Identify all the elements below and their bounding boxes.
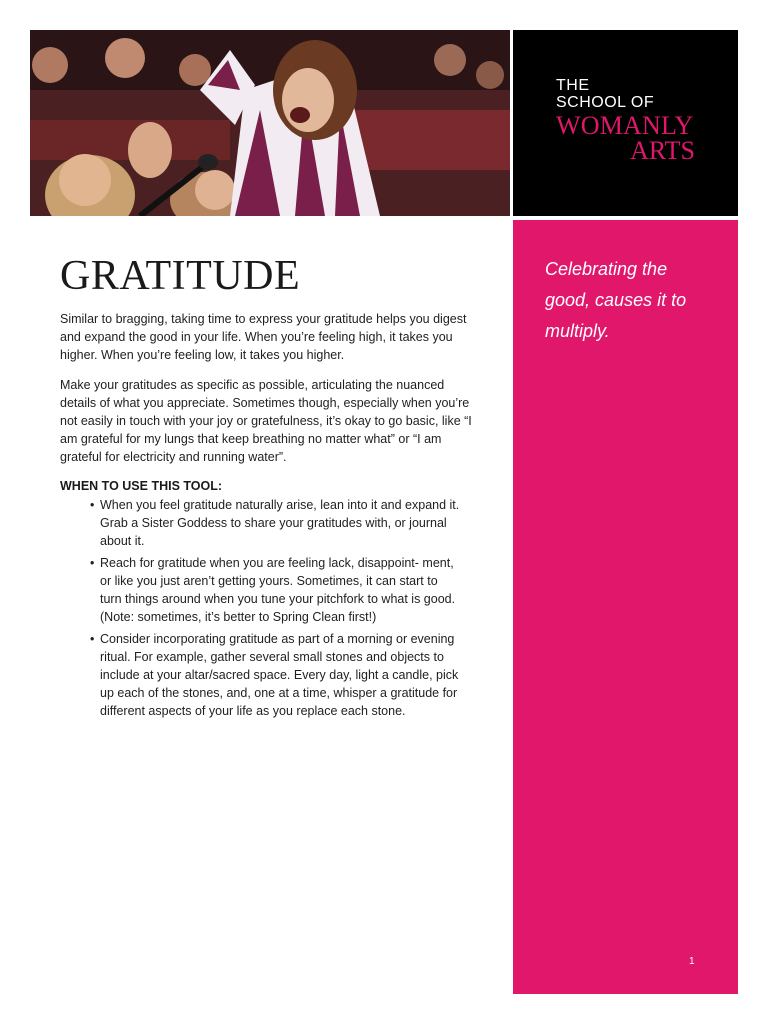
specificity-paragraph: Make your gratitudes as specific as possible, articulating the nuanced details of what you appreciate. Sometimes though, especially when you’re not easily in touch with your joy or gratefulness, it’s okay to go basic, like “I am grateful for my lungs that keep breathing no matter what” or “I am grateful for electricity and running water”. <box>60 378 472 464</box>
bullet-icon: • <box>90 632 95 646</box>
page-number: 1 <box>689 956 695 967</box>
bullet-icon: • <box>90 498 95 512</box>
page-title: GRATITUDE <box>60 253 301 299</box>
list-item-text: When you feel gratitude naturally arise, lean into it and expand it. Grab a Sister Goddess to share your gratitudes with, or journal about it. <box>100 498 460 548</box>
header-photo-audience <box>30 30 510 216</box>
list-item-text: Reach for gratitude when you are feeling lack, disappoint- ment, or like you just aren’t getting yours. Sometimes, it can start to turn things around when you tune your pitchfork to what is good. (Note: sometimes, it’s better to Spring Clean first!) <box>100 556 456 624</box>
usage-bullet-list <box>90 496 460 724</box>
list-item-text: Consider incorporating gratitude as part of a morning or evening ritual. For example, gather several small stones and objects to include at your altar/sacred space. Every day, light a candle, pick up each of the stones, and, one at a time, whisper a gratitude for different aspects of your life as you replace each stone. <box>100 632 459 718</box>
logo-text-school-of: SCHOOL OF <box>556 94 655 111</box>
logo-block <box>513 30 738 216</box>
pull-quote: Celebrating the good, causes it to multiply. <box>545 259 687 341</box>
sidebar-pink-panel <box>513 220 738 994</box>
logo-text-womanly: WOMANLY <box>556 111 694 140</box>
logo-text-arts: ARTS <box>630 136 695 165</box>
intro-paragraph: Similar to bragging, taking time to express your gratitude helps you digest and expand the good in your life. When you’re feeling high, it takes you higher. When you’re feeling low, it takes you higher. <box>60 312 467 362</box>
list-item <box>90 554 460 626</box>
section-heading-when-to-use: WHEN TO USE THIS TOOL: <box>60 479 223 493</box>
list-item <box>90 496 460 550</box>
list-item <box>90 630 460 720</box>
bullet-icon: • <box>90 556 95 570</box>
photo-illustration <box>30 30 510 216</box>
logo-text-the: THE <box>556 77 590 94</box>
